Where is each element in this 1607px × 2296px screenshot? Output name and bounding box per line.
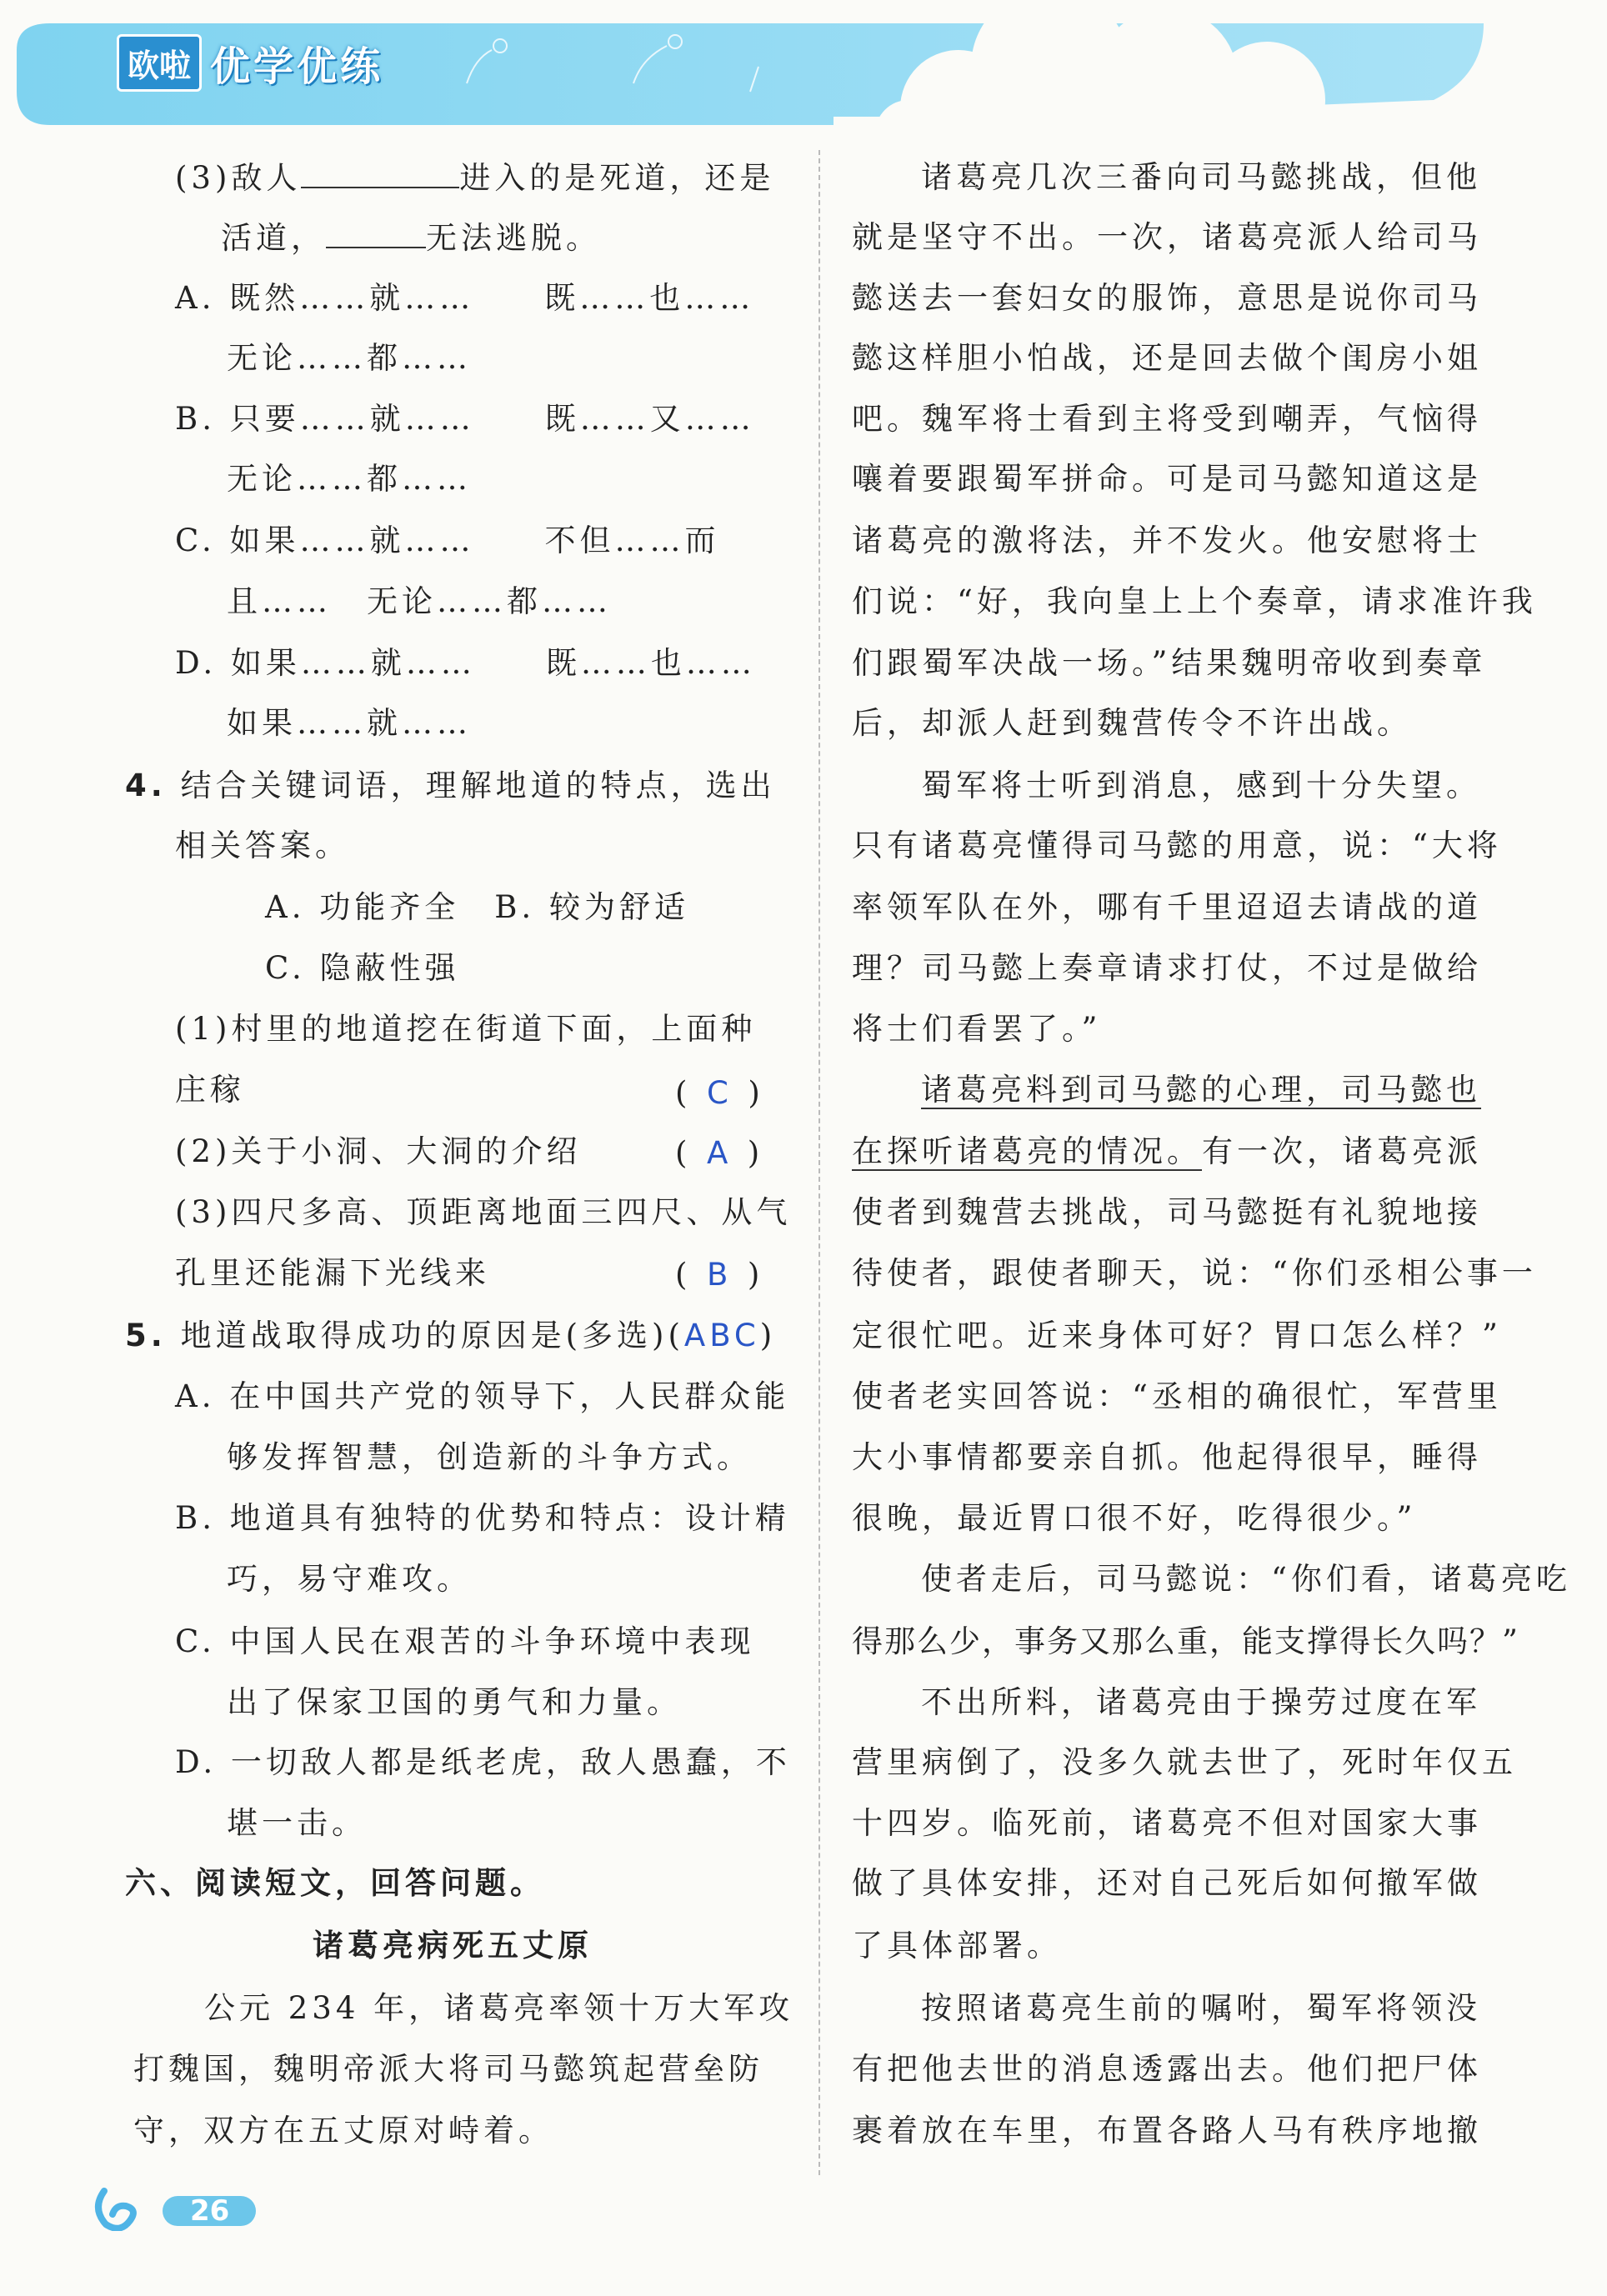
- article-line: 只有诸葛亮懂得司马懿的用意，说：“大将: [852, 828, 1502, 863]
- q3-option-a-line2: 无论……都……: [227, 340, 472, 376]
- article-line: 守，双方在五丈原对峙着。: [133, 2113, 553, 2148]
- q4-item3-line1: (3)四尺多高、顶距离地面三四尺、从气: [175, 1194, 792, 1230]
- article-line: 们跟蜀军决战一场。”结果魏明帝收到奏章: [852, 645, 1487, 681]
- q4-item1-answer: C: [706, 1075, 728, 1111]
- article-line: 将士们看罢了。”: [852, 1011, 1102, 1047]
- q5-number: 5.: [125, 1318, 167, 1353]
- q3-option-b-line2: 无论……都……: [227, 461, 472, 497]
- q5-option-c-line1: C. 中国人民在艰苦的斗争环境中表现: [175, 1623, 755, 1659]
- column-divider: [819, 150, 820, 2175]
- q3-blank-1: [301, 157, 459, 188]
- article-line: 定很忙吧。近来身体可好？胃口怎么样？”: [852, 1318, 1502, 1353]
- brand-box: 欧啦: [117, 34, 202, 92]
- article-line: 懿这样胆小怕战，还是回去做个闺房小姐: [852, 340, 1482, 376]
- article-line: 使者到魏营去挑战，司马懿挺有礼貌地接: [852, 1194, 1482, 1230]
- q4-item2-line1: (2)关于小洞、大洞的介绍: [175, 1133, 582, 1169]
- article-line: 得那么少，事务又那么重，能支撑得长久吗？”: [852, 1623, 1519, 1659]
- q4-item2-answer-box: ( A ): [675, 1135, 760, 1171]
- q3-option-b-line1: B. 只要……就…… 既……又……: [175, 401, 755, 437]
- q3-option-d-line1: D. 如果……就…… 既……也……: [175, 645, 756, 681]
- q5-option-d-line2: 堪一击。: [227, 1805, 367, 1841]
- article-line: 嚷着要跟蜀军拼命。可是司马懿知道这是: [852, 461, 1482, 497]
- q4-stem-line1: [125, 765, 776, 807]
- q5-option-a-line2: 够发挥智慧，创造新的斗争方式。: [227, 1439, 752, 1475]
- page-number-badge: [88, 2188, 258, 2231]
- brand: [117, 33, 383, 92]
- q5-option-d-line1: D. 一切敌人都是纸老虎，敌人愚蠢，不: [175, 1744, 791, 1780]
- q4-choices-line2: C. 隐蔽性强: [265, 950, 460, 986]
- article-line: 使者走后，司马懿说：“你们看，诸葛亮吃: [921, 1561, 1571, 1597]
- brand-title: 优学优练: [210, 43, 384, 90]
- article-line: 后，却派人赶到魏营传令不许出战。: [852, 705, 1412, 741]
- q3-option-d-line2: 如果……就……: [227, 705, 472, 741]
- q4-stem-line2: 相关答案。: [175, 828, 350, 863]
- q4-item3-line2: 孔里还能漏下光线来: [175, 1255, 490, 1291]
- article-line: 了具体部署。: [852, 1928, 1062, 1963]
- q3-option-a-line1: A. 既然……就…… 既……也……: [175, 280, 755, 316]
- article-line: 做了具体安排，还对自己死后如何撤军做: [852, 1865, 1482, 1901]
- underlined-sentence-part1: [921, 1069, 1481, 1111]
- article-line: 打魏国，魏明帝派大将司马懿筑起营垒防: [133, 2051, 763, 2087]
- underlined-text: 在探听诸葛亮的情况。: [852, 1133, 1202, 1169]
- article-line: 懿送去一套妇女的服饰，意思是说你司马: [852, 280, 1482, 316]
- page-number: 26: [190, 2194, 230, 2228]
- q4-choices-line1: A. 功能齐全 B. 较为舒适: [265, 889, 689, 925]
- article-line: 裹着放在车里，布置各路人马有秩序地撤: [852, 2113, 1482, 2148]
- q3-sub-line1: [175, 157, 774, 199]
- q4-item3-answer-box: ( B ): [675, 1257, 760, 1293]
- article-line: 不出所料，诸葛亮由于操劳过度在军: [921, 1684, 1481, 1720]
- q4-item2-answer: A: [706, 1135, 728, 1171]
- q5-option-c-line2: 出了保家卫国的勇气和力量。: [227, 1684, 682, 1720]
- q3-sub-prefix: (3)敌人: [175, 160, 302, 196]
- q3-sub-line2: [221, 217, 601, 259]
- q4-item1-answer-box: ( C ): [675, 1075, 760, 1111]
- article-line: 待使者，跟使者聊天，说：“你们丞相公事一: [852, 1255, 1537, 1291]
- q4-item1-line2: 庄稼: [175, 1072, 245, 1108]
- q5-stem-text: 地道战取得成功的原因是(多选): [180, 1318, 668, 1353]
- article-line: 蜀军将士听到消息，感到十分失望。: [921, 768, 1481, 803]
- article-line: 使者老实回答说：“丞相的确很忙，军营里: [852, 1378, 1502, 1414]
- q4-item3-answer: B: [706, 1257, 728, 1293]
- article-line: 十四岁。临死前，诸葛亮不但对国家大事: [852, 1805, 1482, 1841]
- article-line: 诸葛亮几次三番向司马懿挑战，但他: [921, 159, 1481, 195]
- article-line: 率领军队在外，哪有千里迢迢去请战的道: [852, 889, 1482, 925]
- q3-sub-suffix: 进入的是死道，还是: [459, 160, 775, 196]
- section-6-heading: 六、阅读短文，回答问题。: [125, 1865, 545, 1901]
- article-line: 理？司马懿上奏章请求打仗，不过是做给: [852, 950, 1482, 986]
- article-line: 吧。魏军将士看到主将受到嘲弄，气恼得: [852, 401, 1482, 437]
- article-line: 们说：“好，我向皇上上个奏章，请求准许我: [852, 583, 1537, 619]
- q5-option-a-line1: A. 在中国共产党的领导下，人民群众能: [175, 1378, 790, 1414]
- underlined-text: 诸葛亮料到司马懿的心理，司马懿也: [921, 1072, 1481, 1108]
- article-line: 营里病倒了，没多久就去世了，死时年仅五: [852, 1744, 1517, 1780]
- q5-stem: 5. 地道战取得成功的原因是(多选)(ABC): [125, 1318, 777, 1353]
- article-line: 大小事情都要亲自抓。他起得很早，睡得: [852, 1439, 1482, 1475]
- q4-stem-text: 结合关键词语，理解地道的特点，选出: [180, 768, 776, 803]
- article-line: 很晚，最近胃口很不好，吃得很少。”: [852, 1500, 1417, 1536]
- article-text: 有一次，诸葛亮派: [1202, 1133, 1482, 1169]
- q3-option-c-line2: 且…… 无论……都……: [227, 583, 612, 619]
- q3-option-c-line1: C. 如果……就…… 不但……而: [175, 523, 720, 558]
- q4-number: 4.: [125, 768, 167, 803]
- underlined-sentence-part2: [852, 1131, 1482, 1173]
- q3-sub-line2-prefix: 活道，: [221, 220, 326, 256]
- article-line: 诸葛亮的激将法，并不发火。他安慰将士: [852, 523, 1482, 558]
- q5-option-b-line2: 巧，易守难攻。: [227, 1561, 472, 1597]
- q4-item1-line1: (1)村里的地道挖在街道下面，上面种: [175, 1011, 757, 1047]
- article-line: 就是坚守不出。一次，诸葛亮派人给司马: [852, 219, 1482, 255]
- article-line: 有把他去世的消息透露出去。他们把尸体: [852, 2051, 1482, 2087]
- q3-blank-2: [326, 217, 426, 248]
- q5-option-b-line1: B. 地道具有独特的优势和特点：设计精: [175, 1500, 790, 1536]
- q5-answer: ABC: [683, 1318, 760, 1353]
- article-line: 公元 234 年，诸葛亮率领十万大军攻: [204, 1990, 794, 2026]
- article-line: 按照诸葛亮生前的嘱咐，蜀军将领没: [921, 1990, 1481, 2026]
- article-title: 诸葛亮病死五丈原: [313, 1928, 593, 1963]
- q3-sub-line2-suffix: 无法逃脱。: [426, 220, 601, 256]
